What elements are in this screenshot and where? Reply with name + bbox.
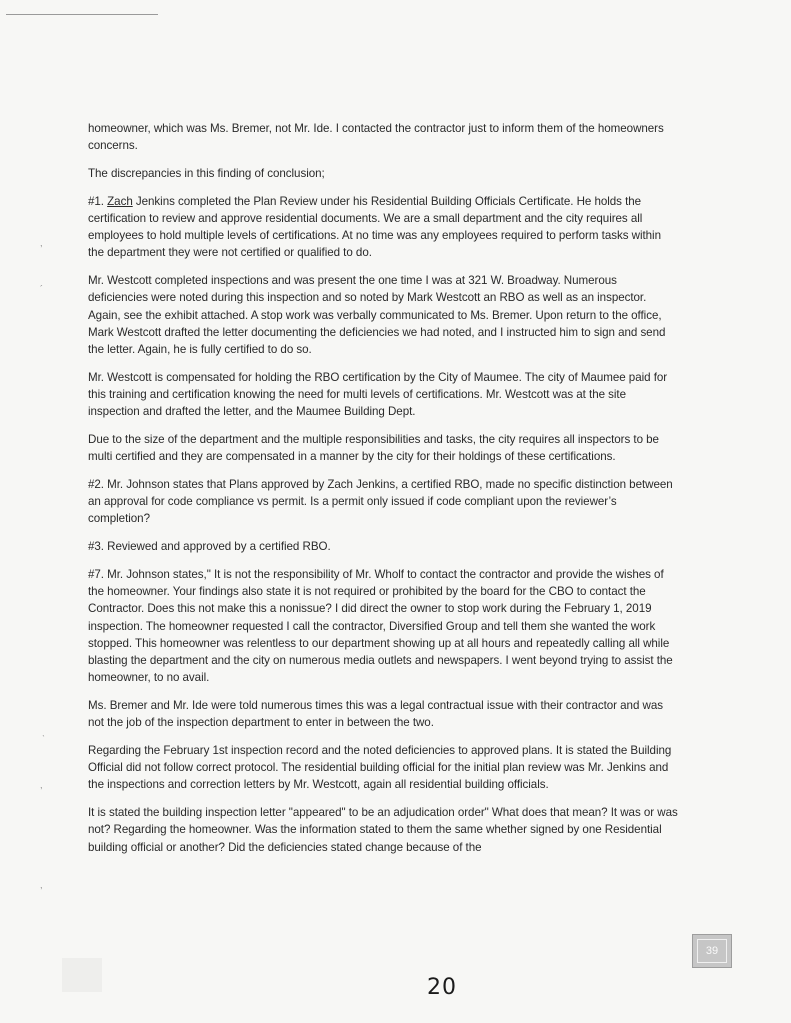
paragraph-westcott-inspections: Mr. Westcott completed inspections and was present the one time I was at 321 W. Broadway. Numerous deficiencies were noted during this inspection and so noted by Mark Westcott an RBO as well as an inspector. Again, see the exhibit attached. A stop work was verbally communicated to Ms. Bremer. Upon return to the office, Mark Westcott drafted the letter documenting the deficiencies we had noted, and I instructed him to sign and send the letter. Again, he is fully certified to do so. [88, 274, 666, 357]
margin-mark: ˋ [42, 734, 45, 744]
item-1-prefix: #1. [88, 194, 108, 208]
paragraph-item-1 [88, 193, 678, 262]
paragraph-february-inspection: Regarding the February 1st inspection record and the noted deficiencies to approved plans. It is stated the Building Official did not follow correct protocol. The residential building official for the initial plan review was Mr. Jenkins and the inspections and correction letters by Mr. Westcott, again all residential building officials. [88, 744, 672, 792]
item-1-text: Jenkins completed the Plan Review under his Residential Building Officials Certificate. He holds the certification to review and approve residential documents. We are a small department and the city requires all employees to hold multiple levels of certifications. At no time was any employees required to perform tasks within the department they were not certified or qualified to do. [88, 194, 661, 260]
paragraph-westcott-compensation: Mr. Westcott is compensated for holding the RBO certification by the City of Maumee. The city of Maumee paid for this training and certification knowing the need for multi levels of certifications. Mr. Westcott was at the site inspection and drafted the letter, and the Maumee Building Dept. [88, 370, 668, 419]
margin-mark: ´ [40, 284, 43, 294]
paragraph-department-size: Due to the size of the department and the multiple responsibilities and tasks, the city requires all inspectors to be multi certified and they are compensated in a manner by the city for their holdings of these certifications. [88, 433, 659, 464]
top-rule-line [6, 14, 158, 15]
paragraph-contractual-issue: Ms. Bremer and Mr. Ide were told numerous times this was a legal contractual issue with their contractor and was not the job of the inspection department to enter in between the two. [88, 699, 663, 730]
stamp-number: 39 [697, 939, 727, 963]
paragraph-homeowner-contact: homeowner, which was Ms. Bremer, not Mr. Ide. I contacted the contractor just to inform them of the homeowners concerns. [88, 122, 664, 153]
margin-mark: , [40, 780, 43, 790]
underlined-name: Zach [107, 194, 133, 208]
margin-mark: , [40, 880, 43, 890]
margin-mark: , [40, 238, 43, 248]
faint-stamp-artifact [62, 958, 102, 992]
paragraph-adjudication-order: It is stated the building inspection letter "appeared" to be an adjudication order" What does that mean? It was or was not? Regarding the homeowner. Was the information stated to them the same whether signed by one Residential building official or another? Did the deficiencies stated change because of the [88, 806, 678, 854]
document-body [88, 120, 678, 866]
page-number-stamp [692, 934, 732, 968]
paragraph-item-2: #2. Mr. Johnson states that Plans approved by Zach Jenkins, a certified RBO, made no specific distinction between an approval for code compliance vs permit. Is a permit only issued if code compliant upon the reviewer’s completion? [88, 478, 673, 526]
paragraph-item-7: #7. Mr. Johnson states," It is not the responsibility of Mr. Wholf to contact the contractor and provide the wishes of the homeowner. Your findings also state it is not required or prohibited by the board for the CBO to contact the Contractor. Does this not make this a nonissue? I did direct the owner to stop work during the February 1, 2019 inspection. The homeowner requested I call the contractor, Diversified Group and tell them she wanted the work stopped. This homeowner was relentless to our department showing up at all hours and repeatedly calling all while blasting the department and the city on numerous media outlets and newspapers. I went beyond trying to assist the homeowner, to no avail. [88, 568, 673, 685]
paragraph-discrepancies-intro: The discrepancies in this finding of conclusion; [88, 167, 325, 180]
handwritten-page-number: 20 [427, 975, 457, 1000]
paragraph-item-3: #3. Reviewed and approved by a certified RBO. [88, 540, 331, 554]
